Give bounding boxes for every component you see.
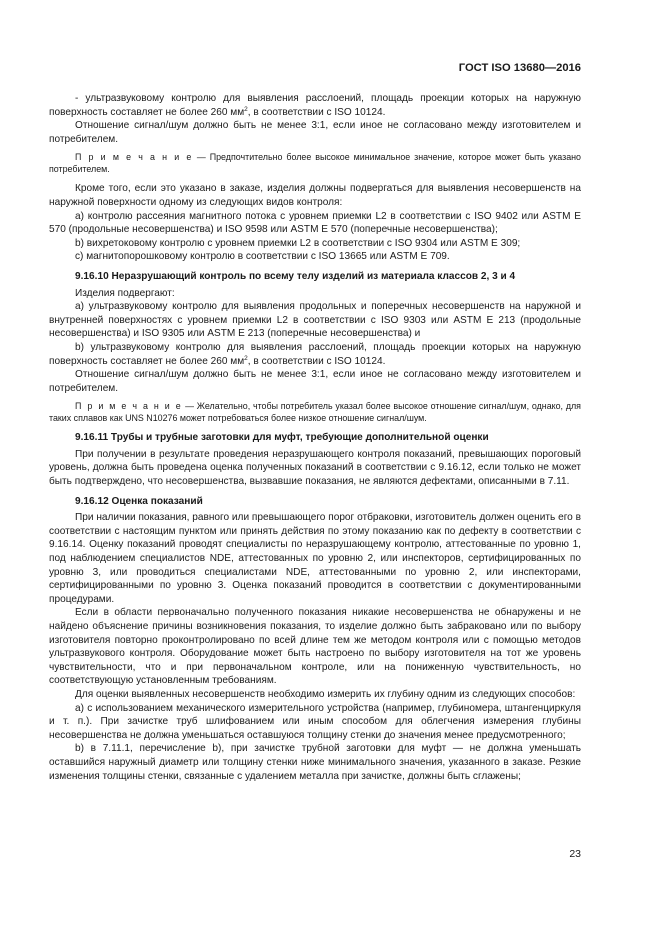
- paragraph: При наличии показания, равного или превышающего порог отбраковки, изготовитель должен оценить его в соответствии с настоящим пунктом или принять действия по этому показанию как по дефекту в соответствии с 9.16.14. Оценку показаний проводят специалисты по неразрушающему контролю, аттестованные по уровню 1, под наблюдением специалистов NDE, аттестованных по уровню 2, или инспекторов, сертифицированных по уровню 3, или проводиться специалистами NDE, аттестованными по уровню 2, или инспекторами, сертифицированными по уровню 3. Оценка показаний проводится в соответствии с документированными процедурами.: [49, 512, 581, 605]
- list-item: a) ультразвуковому контролю для выявления продольных и поперечных несовершенств на наружной и внутренней поверхностях с уровнем приемки L2 в соответствии с ISO 9303 или ASTM E 213 (продольные несовершенства) и ISO 9305 или ASTM E 213 (поперечные несовершенства) и: [49, 301, 581, 340]
- section-heading: 9.16.11 Трубы и трубные заготовки для муфт, требующие дополнительной оценки: [75, 432, 489, 444]
- paragraph: Отношение сигнал/шум должно быть не менее 3:1, если иное не согласовано между изготовителем и потребителем.: [49, 369, 581, 394]
- list-item: c) магнитопорошковому контролю в соответствии с ISO 13665 или ASTM E 709.: [75, 251, 450, 263]
- page-number: 23: [569, 848, 581, 860]
- list-item: b) ультразвуковому контролю для выявления расслоений, площадь проекции которых на наружную поверхность составляет не более 260 $мм^2$, в соответствии с ISO 10124.: [49, 341, 581, 367]
- paragraph: Кроме того, если это указано в заказе, изделия должны подвергаться для выявления несовершенств на наружной поверхности одному из следующих видов контроля:: [49, 183, 581, 208]
- note: П р и м е ч а н и е — Желательно, чтобы потребитель указал более высокое отношение сигнал/шум, однако, для таких сплавов как UNS N10276 может потребоваться более низкое отношение сигнал/шум.: [49, 401, 581, 424]
- paragraph: Для оценки выявленных несовершенств необходимо измерить их глубину одним из следующих способов:: [75, 688, 576, 700]
- note: П р и м е ч а н и е — Предпочтительно более высокое минимальное значение, которое может быть указано потребителем.: [49, 152, 581, 175]
- list-item: a) с использованием механического измерительного устройства (например, глубиномера, штангенциркуля и т. п.). При зачистке труб шлифованием или иным способом для облегчения измерения глубины несовершенства не должна уменьшаться оставшуюся толщину стенки до значения менее предусмотренного;: [49, 702, 581, 741]
- list-item: b) в 7.11.1, перечисление b), при зачистке трубной заготовки для муфт — не должна уменьшать оставшийся наружный диаметр или толщину стенки ниже минимального значения, указанного в заказе. Резкие изменения толщины стенки, связанные с удалением металла при зачистке, должны быть сглажены;: [49, 743, 581, 782]
- note-label: П р и м е ч а н и е: [75, 401, 183, 412]
- paragraph: Отношение сигнал/шум должно быть не менее 3:1, если иное не согласовано между изготовителем и потребителем.: [49, 120, 581, 145]
- paragraph: Изделия подвергают:: [75, 287, 175, 299]
- page-body: [49, 92, 581, 783]
- section-heading: 9.16.12 Оценка показаний: [75, 495, 203, 507]
- paragraph: - ультразвуковому контролю для выявления расслоений, площадь проекции которых на наружную поверхность составляет не более 260 $мм^2$, в соответствии с ISO 10124.: [49, 93, 581, 118]
- paragraph: Если в области первоначально полученного показания никакие несовершенства не обнаружены и не найдено объяснение причины возникновения показания, то изделие должно быть забраковано или по выбору изготовителя повторно проконтролировано по всей длине тем же методом контроля или с помощью методов ультразвукового контроля. Оборудование может быть настроено по выбору изготовителя на тот же уровень чувствительности, что и при первоначальном контроле, или на пониженную чувствительность, но соответствующую установленным требованиям.: [49, 607, 581, 687]
- document-code-header: ГОСТ ISO 13680—2016: [458, 62, 581, 74]
- section-heading: 9.16.10 Неразрушающий контроль по всему телу изделий из материала классов 2, 3 и 4: [75, 270, 516, 282]
- paragraph: При получении в результате проведения неразрушающего контроля показаний, превышающих пороговый уровень, должна быть проведена оценка полученных показаний в соответствии с 9.16.12, если только не может быть подтверждено, что несовершенства, вызвавшие показания, не являются дефектами, описанными в 7.11.: [49, 448, 581, 488]
- list-item: b) вихретоковому контролю с уровнем приемки L2 в соответствии с ISO 9304 или ASTM E 309;: [75, 237, 521, 249]
- note-label: П р и м е ч а н и е: [75, 152, 193, 163]
- list-item: a) контролю рассеяния магнитного потока с уровнем приемки L2 в соответствии с ISO 9402 или ASTM E 570 (продольные несовершенства) и ISO 9598 или ASTM E 570 (поперечные несовершенства);: [49, 210, 581, 236]
